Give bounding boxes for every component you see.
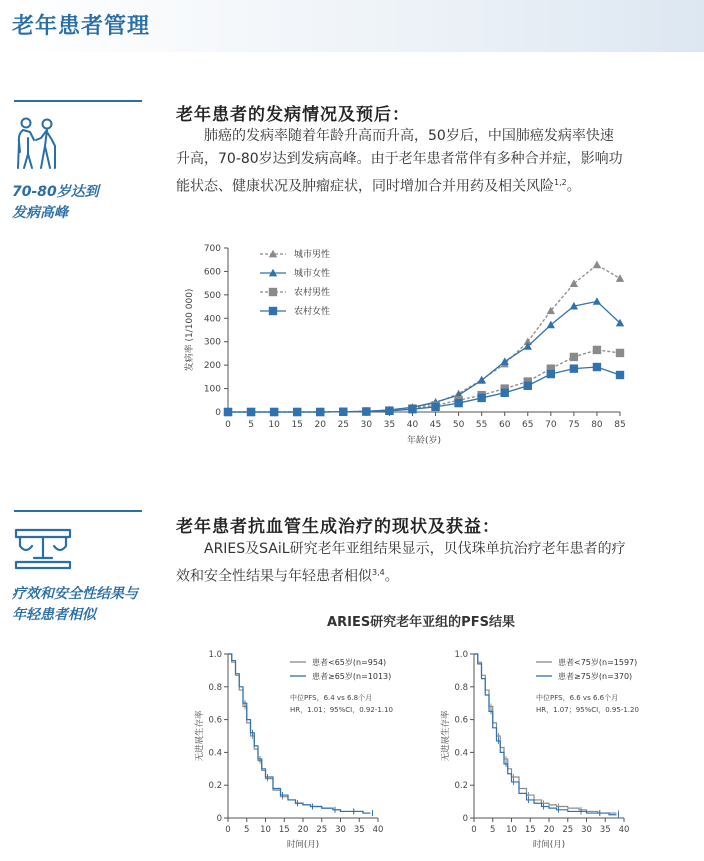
data-point bbox=[269, 307, 277, 315]
legend-label: 城市女性 bbox=[294, 269, 331, 279]
y-axis-label: 无进展生存率 bbox=[441, 710, 451, 762]
x-axis-label: 时间(月) bbox=[532, 840, 566, 850]
data-point bbox=[616, 349, 624, 357]
section2-title: 老年患者抗血管生成治疗的现状及获益： bbox=[176, 517, 500, 537]
y-tick-label: 0.2 bbox=[454, 781, 468, 792]
x-tick-label: 40 bbox=[406, 420, 419, 430]
y-tick-label: 300 bbox=[203, 337, 221, 348]
page-header bbox=[0, 0, 704, 52]
x-tick-label: 20 bbox=[543, 825, 555, 835]
x-tick-label: 45 bbox=[429, 420, 442, 430]
x-tick-label: 10 bbox=[260, 825, 271, 835]
data-point bbox=[431, 403, 439, 411]
pfs-chart-title: ARIES研究老年亚组的PFS结果 bbox=[327, 615, 515, 630]
x-tick-label: 30 bbox=[581, 825, 592, 835]
data-point bbox=[269, 288, 277, 296]
stats-hr: HR，1.01；95%CI，0.92-1.10 bbox=[290, 706, 393, 714]
data-point bbox=[524, 382, 532, 390]
x-tick-label: 35 bbox=[383, 420, 396, 430]
x-tick-label: 0 bbox=[225, 420, 231, 430]
section1-title: 老年患者的发病情况及预后： bbox=[176, 105, 410, 125]
x-tick-label: 25 bbox=[316, 825, 328, 835]
y-axis-label: 无进展生存率 bbox=[195, 710, 205, 762]
x-tick-label: 0 bbox=[225, 825, 231, 835]
data-point bbox=[616, 371, 624, 379]
x-axis-label: 年龄(岁) bbox=[406, 436, 442, 446]
section2-rule bbox=[14, 510, 142, 512]
data-point bbox=[593, 261, 601, 269]
x-tick-label: 30 bbox=[335, 825, 346, 835]
data-point bbox=[385, 407, 393, 415]
data-point bbox=[339, 408, 347, 416]
legend-label: 患者<65岁(n=954) bbox=[312, 658, 387, 667]
elderly-people-icon bbox=[14, 116, 60, 170]
x-tick-label: 30 bbox=[360, 420, 373, 430]
pfs-chart-left bbox=[180, 642, 400, 858]
legend-label: 患者≥75岁(n=370) bbox=[558, 672, 633, 681]
data-point bbox=[570, 279, 578, 287]
x-tick-label: 15 bbox=[291, 420, 303, 430]
x-tick-label: 35 bbox=[353, 825, 365, 835]
x-tick-label: 20 bbox=[297, 825, 309, 835]
pfs-chart-right bbox=[426, 642, 646, 858]
y-tick-label: 0.4 bbox=[454, 748, 468, 759]
y-tick-label: 0 bbox=[215, 408, 221, 418]
y-tick-label: 0.8 bbox=[454, 682, 468, 693]
x-tick-label: 60 bbox=[498, 420, 511, 430]
y-tick-label: 600 bbox=[203, 267, 221, 278]
stats-hr: HR，1.07；95%CI，0.95-1.20 bbox=[536, 706, 639, 714]
x-tick-label: 80 bbox=[591, 420, 603, 430]
y-tick-label: 1.0 bbox=[208, 650, 222, 660]
x-tick-label: 75 bbox=[568, 420, 580, 430]
data-point bbox=[477, 394, 485, 402]
x-tick-label: 5 bbox=[248, 420, 254, 430]
data-point bbox=[362, 407, 370, 415]
y-tick-label: 1.0 bbox=[454, 650, 468, 660]
section1-side-label: 70-80岁达到 发病高峰 bbox=[12, 184, 99, 221]
x-tick-label: 70 bbox=[545, 420, 557, 430]
series-line bbox=[228, 265, 620, 412]
legend-label: 患者<75岁(n=1597) bbox=[558, 658, 638, 667]
stats-median: 中位PFS，6.6 vs 6.6个月 bbox=[536, 694, 619, 702]
x-tick-label: 10 bbox=[268, 420, 280, 430]
y-tick-label: 100 bbox=[203, 384, 221, 395]
y-tick-label: 500 bbox=[203, 290, 221, 301]
x-tick-label: 55 bbox=[475, 420, 488, 430]
legend-label: 城市男性 bbox=[294, 250, 331, 260]
x-tick-label: 15 bbox=[278, 825, 290, 835]
data-point bbox=[570, 364, 578, 372]
incidence-chart bbox=[176, 238, 636, 460]
data-point bbox=[547, 370, 555, 378]
series-line bbox=[228, 350, 620, 412]
series-line bbox=[228, 301, 620, 412]
section1-rule bbox=[14, 100, 142, 102]
y-tick-label: 0.6 bbox=[454, 715, 468, 726]
data-point bbox=[593, 363, 601, 371]
x-tick-label: 40 bbox=[372, 825, 384, 835]
data-point bbox=[570, 353, 578, 361]
y-tick-label: 0 bbox=[462, 814, 468, 824]
data-point bbox=[270, 408, 278, 416]
x-tick-label: 25 bbox=[562, 825, 574, 835]
x-tick-label: 25 bbox=[337, 420, 350, 430]
section2-side-label: 疗效和安全性结果与 年轻患者相似 bbox=[12, 586, 138, 623]
x-tick-label: 5 bbox=[490, 825, 496, 835]
y-tick-label: 700 bbox=[203, 244, 221, 254]
x-axis-label: 时间(月) bbox=[286, 840, 320, 850]
x-tick-label: 15 bbox=[524, 825, 536, 835]
data-point bbox=[293, 408, 301, 416]
x-tick-label: 10 bbox=[506, 825, 517, 835]
y-tick-label: 0.6 bbox=[208, 715, 222, 726]
x-tick-label: 35 bbox=[599, 825, 611, 835]
x-tick-label: 20 bbox=[314, 420, 326, 430]
x-tick-label: 0 bbox=[471, 825, 477, 835]
data-point bbox=[224, 408, 232, 416]
x-tick-label: 85 bbox=[614, 420, 626, 430]
data-point bbox=[616, 274, 624, 282]
y-tick-label: 0.4 bbox=[208, 748, 222, 759]
page-title: 老年患者管理 bbox=[12, 14, 151, 39]
data-point bbox=[316, 408, 324, 416]
x-tick-label: 50 bbox=[452, 420, 465, 430]
data-point bbox=[593, 346, 601, 354]
legend-label: 农村男性 bbox=[294, 288, 331, 298]
y-tick-label: 0.8 bbox=[208, 682, 222, 693]
x-tick-label: 40 bbox=[618, 825, 630, 835]
legend-label: 农村女性 bbox=[294, 307, 331, 317]
y-tick-label: 0 bbox=[216, 814, 222, 824]
data-point bbox=[247, 408, 255, 416]
y-tick-label: 400 bbox=[203, 314, 221, 325]
y-axis-label: 发病率 (1/100 000) bbox=[185, 288, 195, 372]
data-point bbox=[501, 389, 509, 397]
data-point bbox=[454, 399, 462, 407]
x-tick-label: 5 bbox=[244, 825, 250, 835]
stats-median: 中位PFS，6.4 vs 6.8个月 bbox=[290, 694, 373, 702]
data-point bbox=[408, 405, 416, 413]
legend-label: 患者≥65岁(n=1013) bbox=[312, 672, 392, 681]
section2-paragraph: ARIES及SAiL研究老年亚组结果显示，贝伐珠单抗治疗老年患者的疗 效和安全性结果与年轻患者相似$^{3,4}$。 bbox=[176, 541, 626, 585]
data-point bbox=[593, 297, 601, 305]
y-tick-label: 0.2 bbox=[208, 781, 222, 792]
x-tick-label: 65 bbox=[522, 420, 534, 430]
y-tick-label: 200 bbox=[203, 361, 221, 372]
balance-scale-icon bbox=[14, 528, 72, 570]
section1-paragraph: 肺癌的发病率随着年龄升高而升高，50岁后，中国肺癌发病率快速 升高，70-80岁达到发病高峰。由于老年患者常伴有多种合并症，影响功 能状态、健康状况及肿瘤症状，同时增加合并用药及相关风险$^{1,2}$。 bbox=[176, 128, 623, 195]
